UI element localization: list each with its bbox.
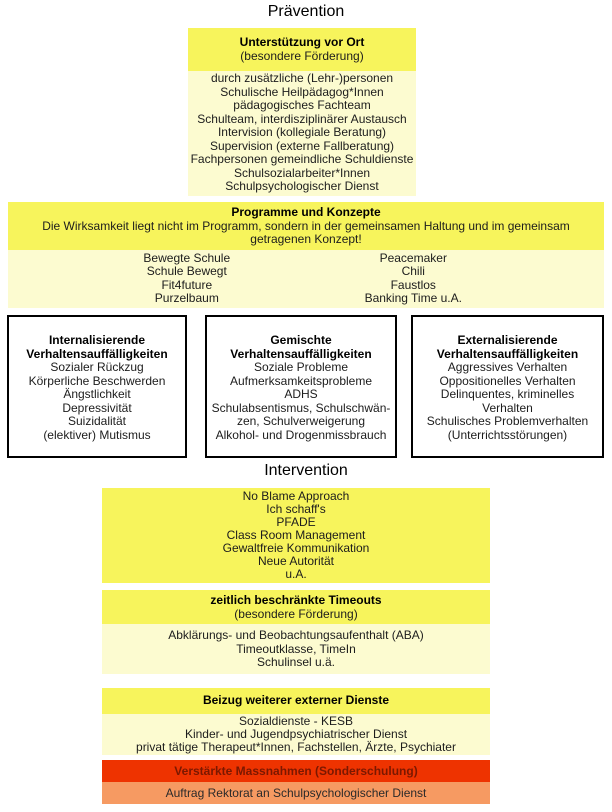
text-line: Bewegte Schule [143,250,231,265]
text-line: Supervision (externe Fallberatung) [209,138,395,153]
programme-header-title: Programme und Konzepte [231,205,381,219]
praevention-title: Prävention [267,3,345,20]
category-items [9,361,185,442]
text-line: Aufmerksamkeitsprobleme [229,373,373,388]
text-line: Depressivität [62,400,132,415]
text-line: Sozialer Rückzug [50,360,144,374]
timeouts-header-title: zeitlich beschränkte Timeouts [210,593,382,607]
text-line: Schulpsychologischer Dienst [225,179,379,193]
text-line: No Blame Approach [242,489,350,503]
programme-header [8,202,604,250]
text-line: Chili [401,264,425,278]
timeouts-header-sub: (besondere Förderung) [234,606,358,621]
text-line: durch zusätzliche (Lehr-)personen [210,71,394,85]
text-line: Gewaltfreie Kommunikation [222,541,370,555]
text-line: Abklärungs- und Beobachtungsaufenthalt (ABA) [168,628,424,642]
unterstuetzung-header-sub: (besondere Förderung) [240,48,364,63]
text-line: Ängstlichkeit [63,387,131,401]
box-interventionsmassnahmen [102,488,490,583]
text-line: Aggressives Verhalten [447,360,568,374]
text-line: Banking Time u.A. [364,291,462,305]
text-line: Sozialdienste - KESB [238,713,354,728]
text-line: zen, Schulverweigerung [236,414,366,428]
band-auftrag-rektorat: Auftrag Rektorat an Schulpsychologischer Dienst [102,782,490,804]
text-line: Delinquentes, kriminelles [440,387,575,401]
text-line: Verhalten [482,400,533,415]
text-line: (elektiver) Mutismus [43,427,151,442]
externe-dienste-header-title: Beizug weiterer externer Dienste [202,693,390,707]
text-line: Oppositionelles Verhalten [439,373,576,388]
intervention-title: Intervention [264,462,348,479]
box-gemischte-verhaltensauffaelligkeiten [205,315,397,458]
text-line: ADHS [284,387,318,401]
box-internalisierende-verhaltensauffaelligkeiten [7,315,187,458]
text-line: (Unterrichtsstörungen) [447,427,568,442]
text-line: Schulteam, interdisziplinärer Austausch [197,111,407,126]
text-line: Fachpersonen gemeindliche Schuldienste [190,152,414,166]
text-line: pädagogisches Fachteam [233,98,371,112]
band-verstaerkte-massnahmen: Verstärkte Massnahmen (Sonderschulung) [102,760,490,782]
text-line: privat tätige Therapeut*Innen, Fachstellen, Ärzte, Psychiater [136,739,456,754]
text-line: Schulabsentismus, Schulschwän- [211,400,391,415]
text-line: Körperliche Beschwerden [28,373,166,388]
text-line: PFADE [276,515,316,529]
externe-dienste-header [102,688,490,714]
box-timeouts [102,590,490,674]
box-externalisierende-verhaltensauffaelligkeiten [411,315,604,458]
text-line: Alkohol- und Drogenmissbrauch [215,427,387,442]
timeouts-body [102,624,490,674]
programme-header-sub: Die Wirksamkeit liegt nicht im Programm, sondern in der gemeinsamen Haltung und im gemeinsam getragenen Konzept! [42,218,570,246]
category-items [207,361,395,442]
text-line: Schule Bewegt [146,264,227,278]
text-line: Suizidalität [67,414,127,428]
text-line: Schulinsel u.ä. [256,655,336,669]
text-line: Schulische Heilpädagog*Innen [220,84,384,99]
text-line: u.A. [285,567,307,581]
unterstuetzung-body [188,71,416,196]
programme-body [8,250,604,308]
box-externe-dienste [102,688,490,755]
text-line: Neue Autorität [257,554,335,568]
text-line: Kinder- und Jugendpsychiatrischer Dienst [184,726,408,741]
text-line: Fit4future [161,277,213,292]
timeouts-header [102,590,490,624]
box-programme-und-konzepte [8,202,604,308]
text-line: Schulsozialarbeiter*Innen [233,165,371,180]
externe-dienste-body [102,714,490,755]
category-title: Externalisierende Verhaltensauffälligkeiten [436,333,579,361]
programme-column-right [223,252,604,306]
text-line: Faustlos [390,277,436,292]
text-line: Ich schaff's [266,502,326,516]
category-items [413,361,602,442]
category-title: Gemischte Verhaltensauffälligkeiten [230,333,372,361]
unterstuetzung-header-title: Unterstützung vor Ort [239,35,365,49]
text-line: Class Room Management [226,528,366,542]
unterstuetzung-header [188,28,416,71]
category-title: Internalisierende Verhaltensauffälligkeiten [26,333,168,361]
text-line: Soziale Probleme [253,360,349,374]
text-line: Schulisches Problemverhalten [426,414,589,428]
text-line: Purzelbaum [154,291,219,305]
text-line: Timeoutklasse, TimeIn [236,641,356,656]
text-line: Peacemaker [379,250,447,265]
text-line: Intervision (kollegiale Beratung) [217,125,387,139]
box-unterstuetzung-vor-ort [188,28,416,196]
